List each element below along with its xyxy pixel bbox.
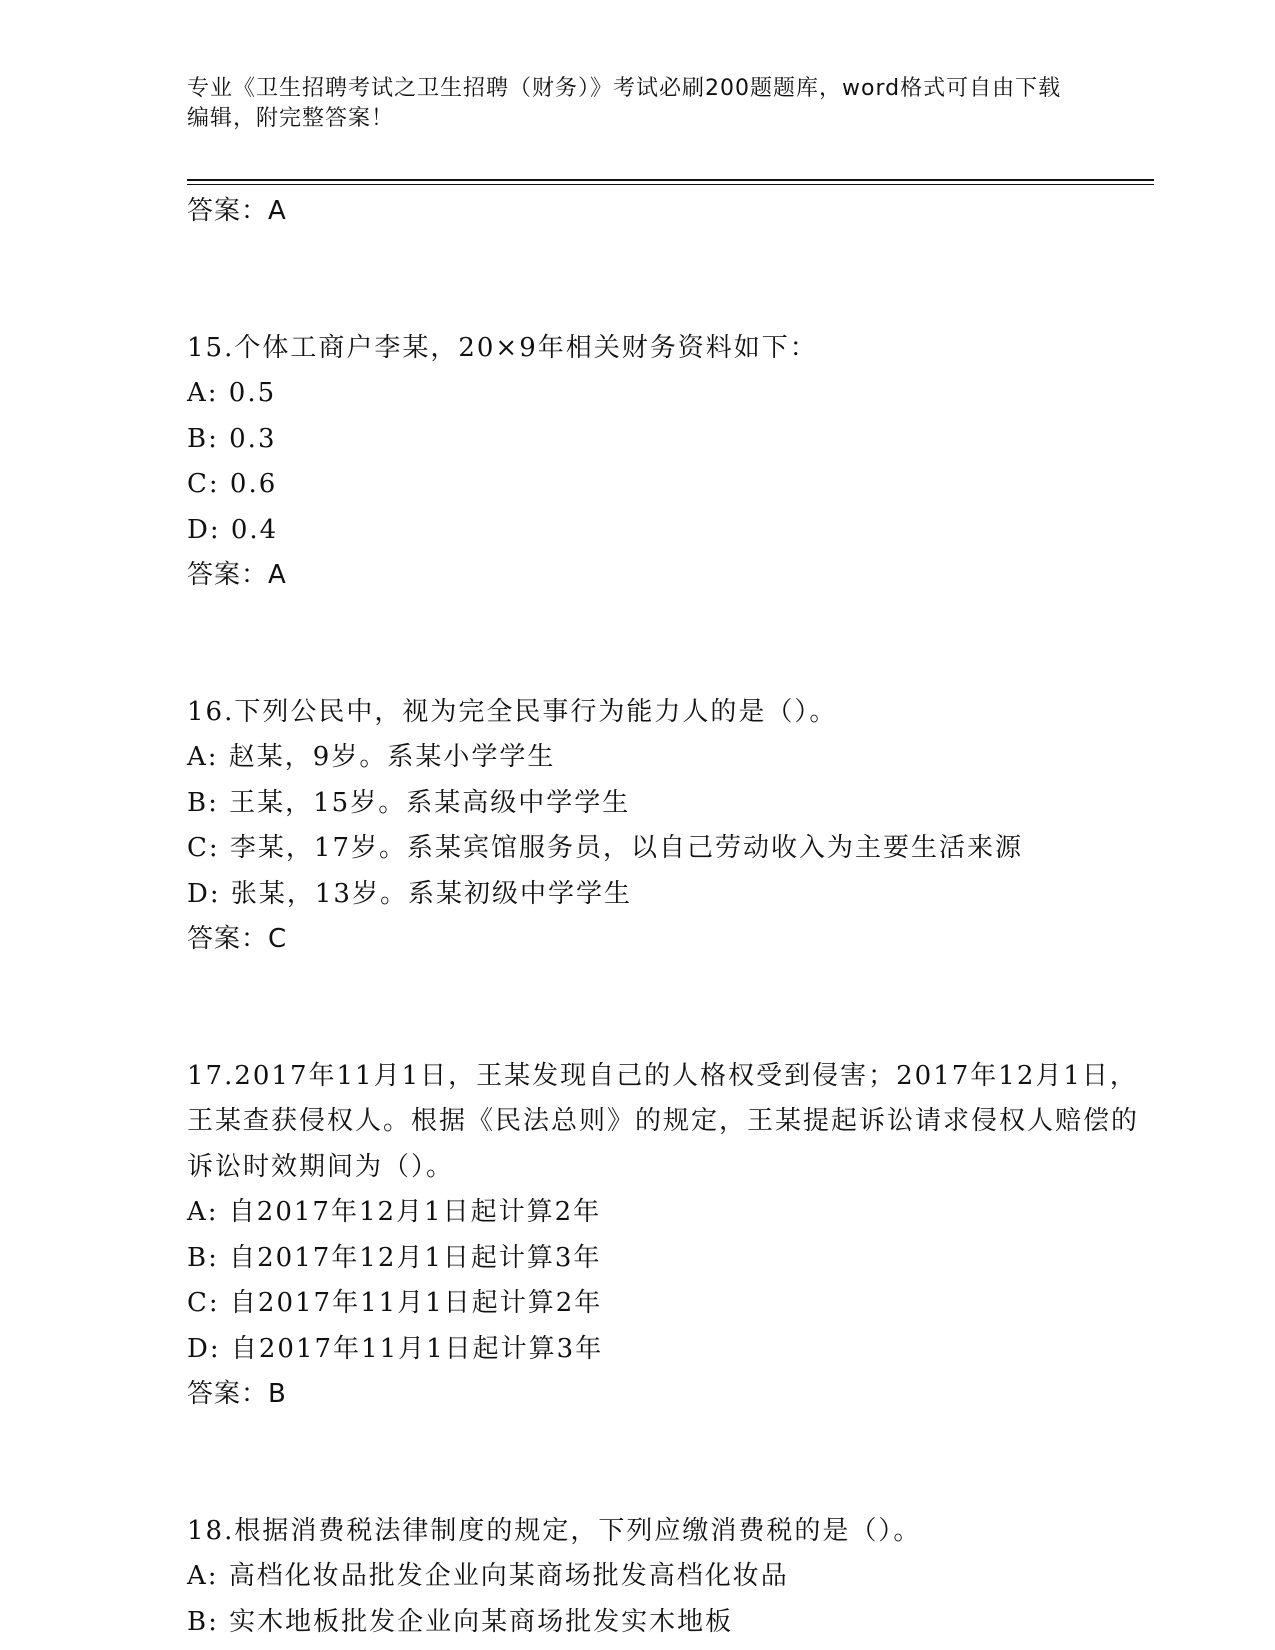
option-line: D: 自2017年11月1日起计算3年 (187, 1333, 604, 1364)
question-text: 15.个体工商户李某，20×9年相关财务资料如下： (187, 332, 818, 363)
answer-line: 答案：A (187, 196, 287, 226)
option-line: C: 自2017年11月1日起计算2年 (187, 1288, 603, 1318)
spacer (187, 599, 1147, 690)
option-line: A: 赵某，9岁。系某小学学生 (187, 742, 556, 772)
spacer (187, 963, 1147, 1054)
answer-line: 答案：B (187, 1379, 287, 1409)
option-line: A: 0.5 (187, 378, 277, 408)
option-line: B: 自2017年12月1日起计算3年 (187, 1242, 602, 1273)
option-line: A: 自2017年12月1日起计算2年 (187, 1197, 602, 1227)
spacer (187, 1418, 1147, 1509)
answer-line: 答案：A (187, 560, 287, 590)
header-rule-thick (187, 179, 1154, 181)
option-line: B: 王某，15岁。系某高级中学学生 (187, 787, 631, 818)
option-line: C: 0.6 (187, 469, 278, 499)
answer-line: 答案：C (187, 924, 288, 954)
header-rule-thin (187, 184, 1154, 185)
option-line: A: 高档化妆品批发企业向某商场批发高档化妆品 (187, 1561, 789, 1591)
option-line: D: 0.4 (187, 514, 279, 545)
option-line: B: 0.3 (187, 423, 277, 454)
option-line: C: 李某，17岁。系某宾馆服务员，以自己劳动收入为主要生活来源 (187, 833, 1024, 863)
document-body (187, 189, 1147, 1645)
spacer (187, 235, 1147, 326)
option-line: B: 实木地板批发企业向某商场批发实木地板 (187, 1606, 734, 1637)
question-text: 16.下列公民中，视为完全民事行为能力人的是（）。 (187, 696, 838, 727)
question-text: 17.2017年11月1日，王某发现自己的人格权受到侵害；2017年12月1日，王某查获侵权人。根据《民法总则》的规定，王某提起诉讼请求侵权人赔偿的诉讼时效期间为（）。 (187, 1060, 1140, 1182)
option-line: D: 张某，13岁。系某初级中学学生 (187, 878, 632, 909)
question-text: 18.根据消费税法律制度的规定，下列应缴消费税的是（）。 (187, 1515, 922, 1546)
document-header: 专业《卫生招聘考试之卫生招聘（财务）》考试必刷200题题库，word格式可自由下载编辑，附完整答案！ (187, 76, 1062, 131)
